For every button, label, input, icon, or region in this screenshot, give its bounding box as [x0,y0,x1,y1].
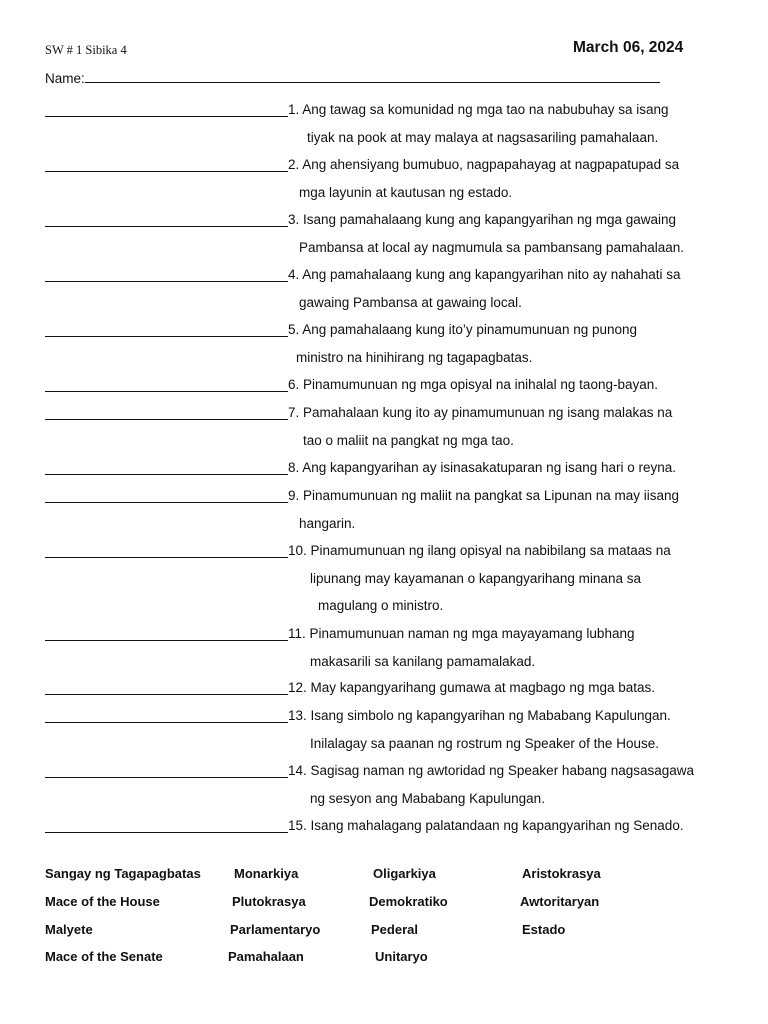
word-bank-item: Estado [522,922,566,937]
answer-blank[interactable] [45,694,288,695]
word-bank-item: Mace of the Senate [45,949,163,964]
question-text: 13. Isang simbolo ng kapangyarihan ng Mababang Kapulungan. [288,708,671,723]
question-text-continued: lipunang may kayamanan o kapangyarihang minana sa [310,570,641,586]
question-text: 2. Ang ahensiyang bumubuo, nagpapahayag at nagpapatupad sa [288,157,680,172]
question-text-continued: hangarin. [299,515,356,531]
word-bank-item: Oligarkiya [373,866,436,881]
word-bank-item: Pamahalaan [228,949,304,964]
answer-blank[interactable] [45,419,288,420]
question-text: 5. Ang pamahalaang kung ito’y pinamumunuan ng punong [288,322,638,337]
question-text-continued: magulang o ministro. [318,598,444,613]
question-text: 6. Pinamumunuan ng mga opisyal na inihalal ng taong-bayan. [288,377,658,392]
question-text-continued: ministro na hinihirang ng tagapagbatas. [296,349,533,365]
word-bank-item: Plutokrasya [232,894,306,909]
word-bank-item: Pederal [371,922,418,937]
question-text: 8. Ang kapangyarihan ay isinasakatuparan ng isang hari o reyna. [288,460,677,475]
question-text-continued: Inilalagay sa paanan ng rostrum ng Speaker of the House. [310,735,659,751]
question-text-continued: makasarili sa kanilang pamamalakad. [310,653,536,669]
question-text: 11. Pinamumunuan naman ng mga mayayamang lubhang [288,626,635,641]
answer-blank[interactable] [45,832,288,833]
question-text-continued: Pambansa at local ay nagmumula sa pambansang pamahalaan. [299,239,684,255]
answer-blank[interactable] [45,777,288,778]
question-text: 12. May kapangyarihang gumawa at magbago ng mga batas. [288,680,655,695]
word-bank-item: Parlamentaryo [230,922,321,937]
question-text: 3. Isang pamahalaang kung ang kapangyarihan ng mga gawaing [288,212,677,227]
answer-blank[interactable] [45,281,288,282]
answer-blank[interactable] [45,226,288,227]
word-bank-item: Unitaryo [375,949,428,964]
word-bank-item: Monarkiya [234,866,299,881]
word-bank-item: Sangay ng Tagapagbatas [45,866,201,881]
answer-blank[interactable] [45,336,288,337]
worksheet-date: March 06, 2024 [573,39,684,56]
question-text: 4. Ang pamahalaang kung ang kapangyarihan nito ay nahahati sa [288,267,681,282]
question-text-continued: mga layunin at kautusan ng estado. [299,184,513,200]
word-bank-item: Demokratiko [369,894,448,909]
answer-blank[interactable] [45,474,288,475]
question-text-continued: gawaing Pambansa at gawaing local. [299,294,522,310]
answer-blank[interactable] [45,722,288,723]
question-text-continued: tao o maliit na pangkat ng mga tao. [303,432,514,448]
question-text: 15. Isang mahalagang palatandaan ng kapangyarihan ng Senado. [288,818,684,833]
answer-blank[interactable] [45,557,288,558]
word-bank-item: Mace of the House [45,894,160,909]
worksheet-header-left: SW # 1 Sibika 4 [45,43,127,57]
question-text: 1. Ang tawag sa komunidad ng mga tao na nabubuhay sa isang [288,102,669,117]
question-text: 14. Sagisag naman ng awtoridad ng Speaker habang nagsasagawa [288,763,695,778]
answer-blank[interactable] [45,502,288,503]
name-field[interactable] [45,71,660,86]
question-text: 10. Pinamumunuan ng ilang opisyal na nabibilang sa mataas na [288,543,671,558]
answer-blank[interactable] [45,391,288,392]
answer-blank[interactable] [45,640,288,641]
word-bank-item: Aristokrasya [522,866,601,881]
word-bank-item: Malyete [45,922,93,937]
question-text-continued: tiyak na pook at may malaya at nagsasariling pamahalaan. [307,129,659,145]
name-label: Name: [45,71,85,86]
question-text: 9. Pinamumunuan ng maliit na pangkat sa Lipunan na may iisang [288,488,679,503]
name-underline[interactable] [85,81,660,83]
answer-blank[interactable] [45,171,288,172]
answer-blank[interactable] [45,116,288,117]
word-bank-item: Awtoritaryan [520,894,600,909]
question-text-continued: ng sesyon ang Mababang Kapulungan. [310,790,545,806]
question-text: 7. Pamahalaan kung ito ay pinamumunuan ng isang malakas na [288,405,673,420]
